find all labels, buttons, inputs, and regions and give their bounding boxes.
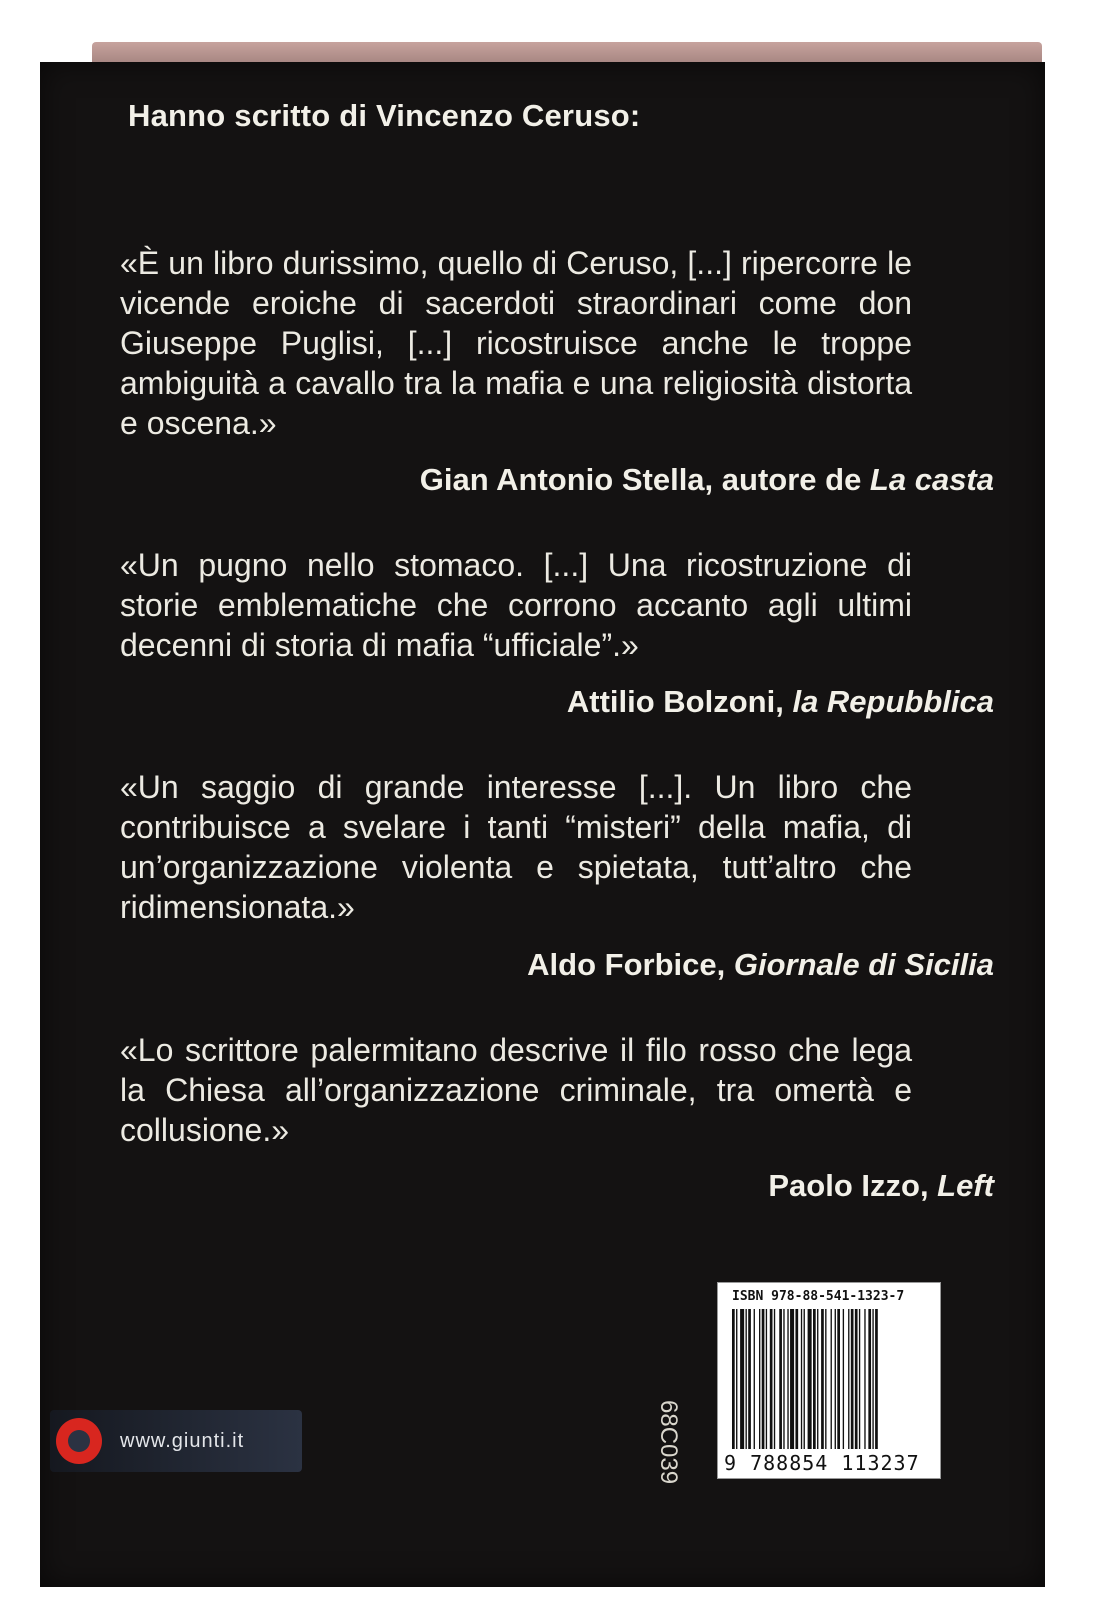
review-quote-1: «È un libro durissimo, quello di Ceruso, [...] ripercorre le vicende eroiche di sacerdoti straordinari come don Giuseppe Puglisi, [...] ricostruisce anche le troppe ambiguità a cavallo tra la mafia e una religiosità distorta e oscena.» — [120, 245, 912, 441]
barcode-bar — [835, 1309, 836, 1449]
barcode-bar — [859, 1309, 860, 1449]
barcode-bar — [779, 1309, 782, 1449]
ean-number: 9 788854 113237 — [724, 1451, 920, 1475]
barcode-bar — [766, 1309, 767, 1449]
barcode-bar — [740, 1309, 744, 1449]
review-author-name: Paolo Izzo, — [768, 1168, 938, 1203]
barcode-bar — [759, 1309, 760, 1449]
barcode-bar — [787, 1309, 788, 1449]
barcode-panel — [717, 1282, 941, 1479]
review-author-name: Gian Antonio Stella, autore de — [419, 462, 870, 497]
review-author-1 — [420, 462, 994, 498]
barcode-bar — [770, 1309, 773, 1449]
barcode-bar — [783, 1309, 784, 1449]
barcode-bar — [837, 1309, 840, 1449]
publisher-url[interactable]: www.giunti.it — [120, 1429, 245, 1452]
barcode-bar — [851, 1309, 854, 1449]
publisher-sticker — [50, 1410, 302, 1472]
barcode-bar — [813, 1309, 816, 1449]
barcode-bar — [795, 1309, 798, 1449]
review-source: Giornale di Sicilia — [733, 947, 994, 982]
review-author-2 — [567, 684, 994, 720]
barcode-bar — [817, 1309, 818, 1449]
review-source: La casta — [869, 462, 994, 497]
barcode-bar — [754, 1309, 755, 1449]
review-source: Left — [937, 1168, 994, 1203]
barcode-bar — [804, 1309, 805, 1449]
barcode-bar — [831, 1309, 832, 1449]
barcode-bar — [872, 1309, 873, 1449]
review-author-name: Aldo Forbice, — [527, 947, 734, 982]
barcode-bar — [825, 1309, 826, 1449]
review-author-4 — [768, 1168, 994, 1204]
review-author-3 — [527, 947, 994, 983]
barcode-bar — [855, 1309, 858, 1449]
barcode-bar — [790, 1309, 794, 1449]
review-quote-4: «Lo scrittore palermitano descrive il filo rosso che lega la Chiesa all’organizzazione criminale, tra omertà e collusione.» — [120, 1032, 912, 1148]
reviews-heading: Hanno scritto di Vincenzo Ceruso: — [128, 98, 641, 133]
review-author-name: Attilio Bolzoni, — [566, 684, 793, 719]
barcode-bar — [843, 1309, 844, 1449]
giunti-logo-icon — [56, 1418, 102, 1464]
barcode-bar — [808, 1309, 812, 1449]
barcode-bar — [732, 1309, 735, 1449]
barcode-bar — [864, 1309, 865, 1449]
barcode-bars — [732, 1309, 926, 1449]
barcode-bar — [774, 1309, 775, 1449]
isbn-label: ISBN 978-88-541-1323-7 — [732, 1289, 905, 1304]
barcode-bar — [875, 1309, 878, 1449]
review-quote-3: «Un saggio di grande interesse [...]. Un libro che contribuisce a svelare i tanti “misteri” della mafia, di un’organizzazione violenta e spietata, tutt’altro che ridimensionata.» — [120, 769, 912, 925]
barcode-bar — [821, 1309, 824, 1449]
catalog-code: 68C039 — [655, 1400, 682, 1485]
barcode-bar — [848, 1309, 849, 1449]
review-source: la Repubblica — [792, 684, 994, 719]
barcode-bar — [748, 1309, 751, 1449]
review-quote-2: «Un pugno nello stomaco. [...] Una ricostruzione di storie emblematiche che corrono accanto agli ultimi decenni di storia di mafia “ufficiale”.» — [120, 547, 912, 663]
barcode-bar — [736, 1309, 737, 1449]
barcode-bar — [746, 1309, 747, 1449]
barcode-bar — [801, 1309, 802, 1449]
barcode-bar — [762, 1309, 765, 1449]
barcode-bar — [868, 1309, 871, 1449]
